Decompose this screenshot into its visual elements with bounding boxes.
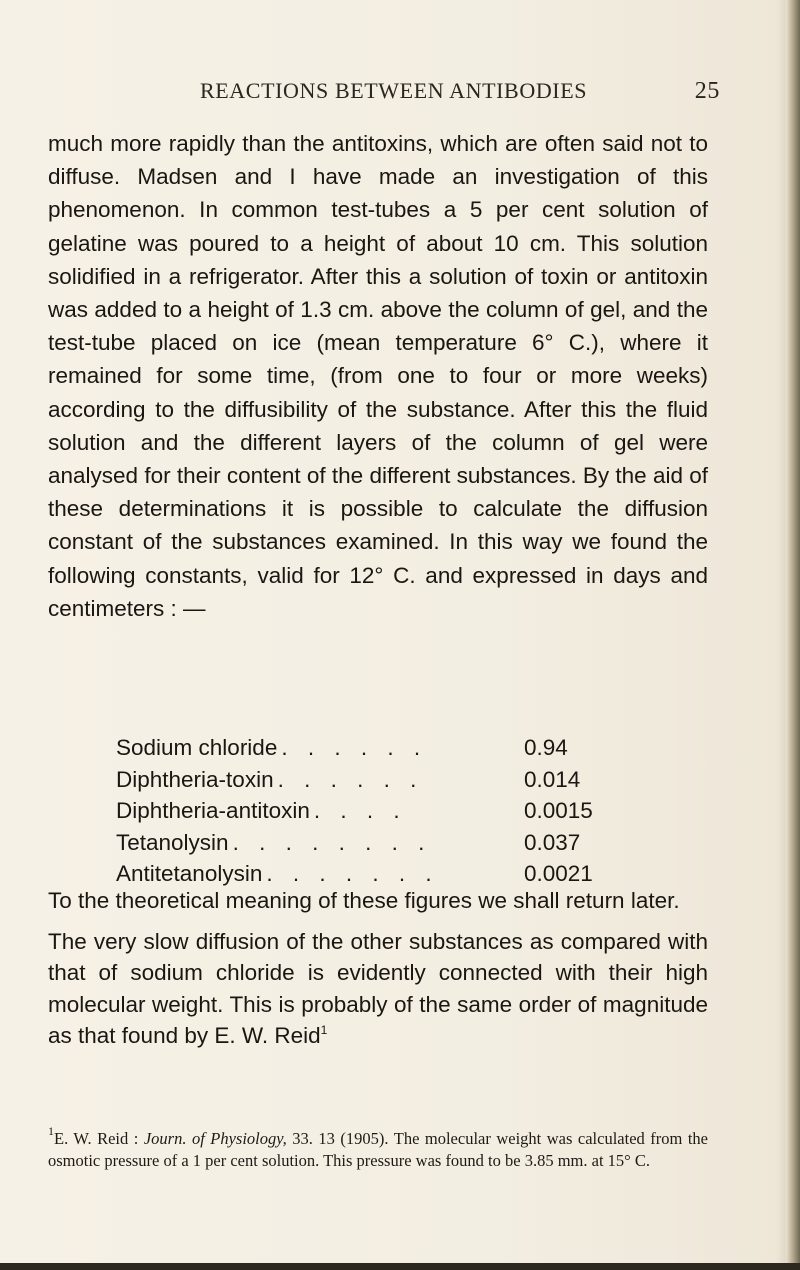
paragraph-text: To the theoretical meaning of these figures we shall return later. <box>48 888 680 913</box>
constant-value: 0.0015 <box>524 798 593 823</box>
running-head-title: REACTIONS BETWEEN ANTIBODIES <box>200 78 588 103</box>
paragraph-text: much more rapidly than the antitoxins, which are often said not to diffuse. Madsen and I have made an investigation of this phenomenon. In common test-tubes a 5 per cent solution of gelatine was poured to a height of about 10 cm. This solution solidified in a refrigerator. After this a solution of toxin or antitoxin was added to a height of 1.3 cm. above the column of gel, and the test-tube placed on ice (mean temperature 6° C.), where it remained for some time, (from one to four or more weeks) according to the diffusibility of the substance. After this the fluid solution and the different layers of the column of gel were analysed for their content of the different substances. By the aid of these determinations it is possible to calculate the diffusion constant of the substances examined. In this way we found the following constants, valid for 12° C. and expressed in days and centimeters : — <box>48 131 708 621</box>
body-paragraph-continued <box>48 885 708 1052</box>
constant-value: 0.94 <box>524 735 568 760</box>
leader-dots: . . . . . . <box>281 735 428 760</box>
body-paragraph <box>48 127 708 625</box>
substance-name: Antitetanolysin <box>116 861 263 886</box>
footnote-author: E. W. Reid : <box>54 1129 144 1148</box>
substance-name: Diphtheria-toxin <box>116 766 274 792</box>
footnote-text <box>48 1124 709 1172</box>
table-row <box>116 764 636 796</box>
table-row <box>116 732 636 764</box>
paragraph-text-main: The very slow diffusion of the other substances as compared with that of sodium chloride is evidently connected with their high molecular weight. This is probably of the same order of magnitude as that found by E. W. Reid <box>48 928 708 1048</box>
constant-value: 0.014 <box>524 766 581 792</box>
substance-name: Sodium chloride <box>116 735 278 760</box>
leader-dots: . . . . . . <box>277 766 424 792</box>
leader-dots: . . . . <box>313 798 407 823</box>
constant-value: 0.037 <box>524 829 581 855</box>
footnote <box>48 1124 709 1172</box>
leader-dots: . . . . . . . <box>266 861 439 886</box>
diffusion-constants-table <box>116 732 636 890</box>
paragraph-text <box>48 926 708 1052</box>
substance-name: Diphtheria-antitoxin <box>116 798 310 823</box>
constant-value: 0.0021 <box>524 861 593 886</box>
substance-name: Tetanolysin <box>116 829 229 855</box>
footnote-rest: 33. 13 (1905). The molecular weight was calculated from the osmotic pressure of a 1 per cent solution. This pressure was found to be 3.85 mm. at 15° C. <box>48 1129 709 1170</box>
bottom-rule <box>0 1263 800 1270</box>
footnote-marker: 1 <box>48 1124 54 1138</box>
page-number: 25 <box>694 78 720 104</box>
footnote-marker: 1 <box>320 1023 328 1037</box>
footnote-journal: Journ. of Physiology, <box>143 1129 287 1148</box>
table-row <box>116 795 636 827</box>
page-edge-shadow <box>786 0 800 1270</box>
leader-dots: . . . . . . . . <box>232 829 432 855</box>
table-row <box>116 827 636 859</box>
